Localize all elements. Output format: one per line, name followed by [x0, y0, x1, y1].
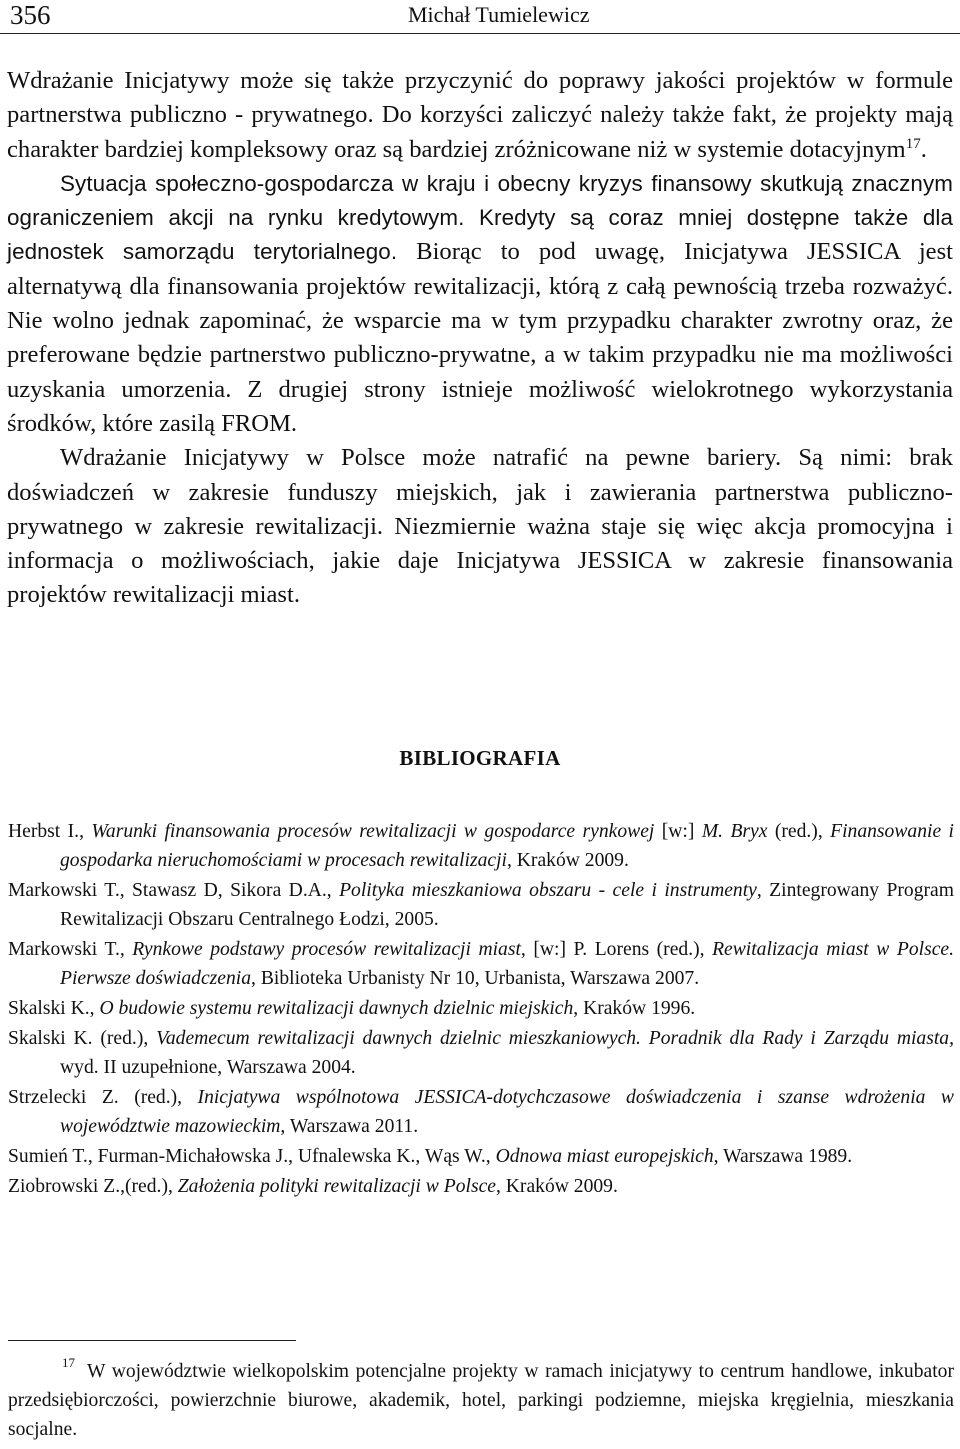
paragraph-1-end: . — [920, 135, 927, 163]
bib-entry-ziobrowski — [8, 1172, 954, 1201]
bib-author: Markowski T., — [8, 939, 133, 960]
page-number: 356 — [10, 0, 51, 30]
bib-author: Strzelecki Z. (red.), — [8, 1086, 198, 1108]
bib-title: O budowie systemu rewitalizacji dawnych dzielnic miejskich — [99, 998, 574, 1019]
bib-entry-skalski-2004 — [8, 1024, 954, 1082]
bib-author: Sumień T., Furman-Michałowska J., Ufnalewska K., Wąs W., — [8, 1145, 496, 1167]
paragraph-2-serif-text: Biorąc to pod uwagę, Inicjatywa JESSICA jest alternatywą dla finansowania projektów rewitalizacji, którą z całą pewnością trzeba rozważyć. Nie wolno jednak zapominać, że wsparcie ma w tym przypadku charakter zwrotny oraz, że preferowane będzie partnerstwo publiczno-prywatne, a w takim przypadku nie ma możliwości uzyskania umorzenia. Z drugiej strony istnieje możliwość wielokrotnego wykorzystania środków, które zasilą FROM. — [7, 238, 953, 437]
bib-author: Ziobrowski Z.,(red.), — [8, 1175, 178, 1197]
bib-title: Założenia polityki rewitalizacji w Polsce — [177, 1175, 496, 1197]
bib-author: Herbst I., — [8, 821, 92, 842]
footnote-17 — [8, 1357, 954, 1444]
bib-text: , Biblioteka Urbanisty Nr 10, Urbanista, Warszawa 2007. — [251, 968, 700, 990]
bib-entry-strzelecki — [8, 1083, 954, 1141]
bib-entry-markowski-2005 — [8, 876, 954, 934]
page-header — [0, 0, 960, 34]
bib-text: , Kraków 1996. — [573, 998, 696, 1019]
bibliography-list — [8, 817, 954, 1201]
footnote-number: 17 — [62, 1355, 75, 1370]
bib-text: [w:] — [654, 821, 702, 842]
bib-text: , Zintegrowany Program Rewitalizacji Obszaru Centralnego Łodzi, 2005. — [60, 880, 954, 931]
footnote-text: W województwie wielkopolskim potencjalne projekty w ramach inicjatywy to centrum handlowe, inkubator przedsiębiorczości, powierzchnie biurowe, akademik, hotel, parkingi podziemne, miejska kręgielnia, mieszkania socjalne. — [8, 1361, 954, 1440]
footnote-ref-17[interactable]: 17 — [905, 135, 921, 152]
running-head-author: Michał Tumielewicz — [408, 2, 590, 27]
bib-title: Warunki finansowania procesów rewitalizacji w gospodarce rynkowej — [91, 821, 655, 842]
bib-text: wyd. II uzupełnione, Warszawa 2004. — [60, 1057, 356, 1078]
bib-text: , Kraków 2009. — [495, 1175, 618, 1197]
bib-text: , Kraków 2009. — [506, 850, 629, 872]
bib-author: Skalski K., — [8, 998, 100, 1019]
bib-author: Markowski T., Stawasz D, Sikora D.A., — [8, 880, 340, 901]
bib-text: , [w:] P. Lorens (red.), — [520, 939, 713, 960]
bib-title: Inicjatywa wspólnotowa JESSICA-dotychczasowe doświadczenia i szanse wdrożenia w województwie mazowieckim — [60, 1086, 954, 1137]
bib-title: Finansowanie i gospodarka nieruchomościami w procesach rewitalizacji — [60, 821, 955, 872]
bib-title: Rynkowe podstawy procesów rewitalizacji miast — [132, 939, 521, 960]
bib-title: Odnowa miast europejskich — [495, 1145, 714, 1167]
body-text — [7, 64, 953, 613]
bib-text: , Warszawa 1989. — [713, 1145, 853, 1167]
paragraph-3: Wdrażanie Inicjatywy w Polsce może natrafić na pewne bariery. Są nimi: brak doświadczeń w zakresie funduszy miejskich, jak i zawierania partnerstwa publiczno-prywatnego w zakresie rewitalizacji. Niezmiernie ważna staje się więc akcja promocyjna i informacja o możliwościach, jakie daje Inicjatywa JESSICA w zakresie finansowania projektów rewitalizacji miast. — [7, 444, 953, 609]
bib-text: , Warszawa 2011. — [280, 1116, 419, 1137]
bib-title: Vademecum rewitalizacji dawnych dzielnic mieszkaniowych. Poradnik dla Rady i Zarządu miasta, — [156, 1027, 954, 1049]
bib-entry-sumien — [8, 1142, 954, 1171]
bibliography-title: BIBLIOGRAFIA — [399, 746, 561, 770]
bib-title: M. Bryx — [701, 821, 768, 842]
bib-title: Polityka mieszkaniowa obszaru - cele i instrumenty — [339, 880, 757, 901]
bib-entry-markowski-2007 — [8, 935, 954, 993]
paragraph-2-sans-text: Sytuacja społeczno-gospodarcza w kraju i obecny kryzys finansowy skutkują znacznym ograniczeniem akcji na rynku kredytowym. Kredyty są coraz mniej dostępne także dla jednostek samorządu terytorialnego. — [7, 170, 953, 265]
footnote-rule — [8, 1340, 296, 1341]
paragraph-2 — [7, 167, 953, 441]
bib-text: (red.), — [767, 821, 831, 842]
paragraph-1 — [7, 64, 953, 167]
bib-author: Skalski K. (red.), — [8, 1027, 157, 1049]
header-rule — [0, 33, 960, 34]
bib-title: Rewitalizacja miast w Polsce. Pierwsze doświadczenia — [60, 939, 954, 990]
bib-entry-skalski-1996 — [8, 994, 954, 1023]
paragraph-1-text: Wdrażanie Inicjatywy może się także przyczynić do poprawy jakości projektów w formule partnerstwa publiczno - prywatnego. Do korzyści zaliczyć należy także fakt, że projekty mają charakter bardziej kompleksowy oraz są bardziej zróżnicowane niż w systemie dotacyjnym — [7, 67, 953, 163]
bib-entry-herbst — [8, 817, 954, 875]
